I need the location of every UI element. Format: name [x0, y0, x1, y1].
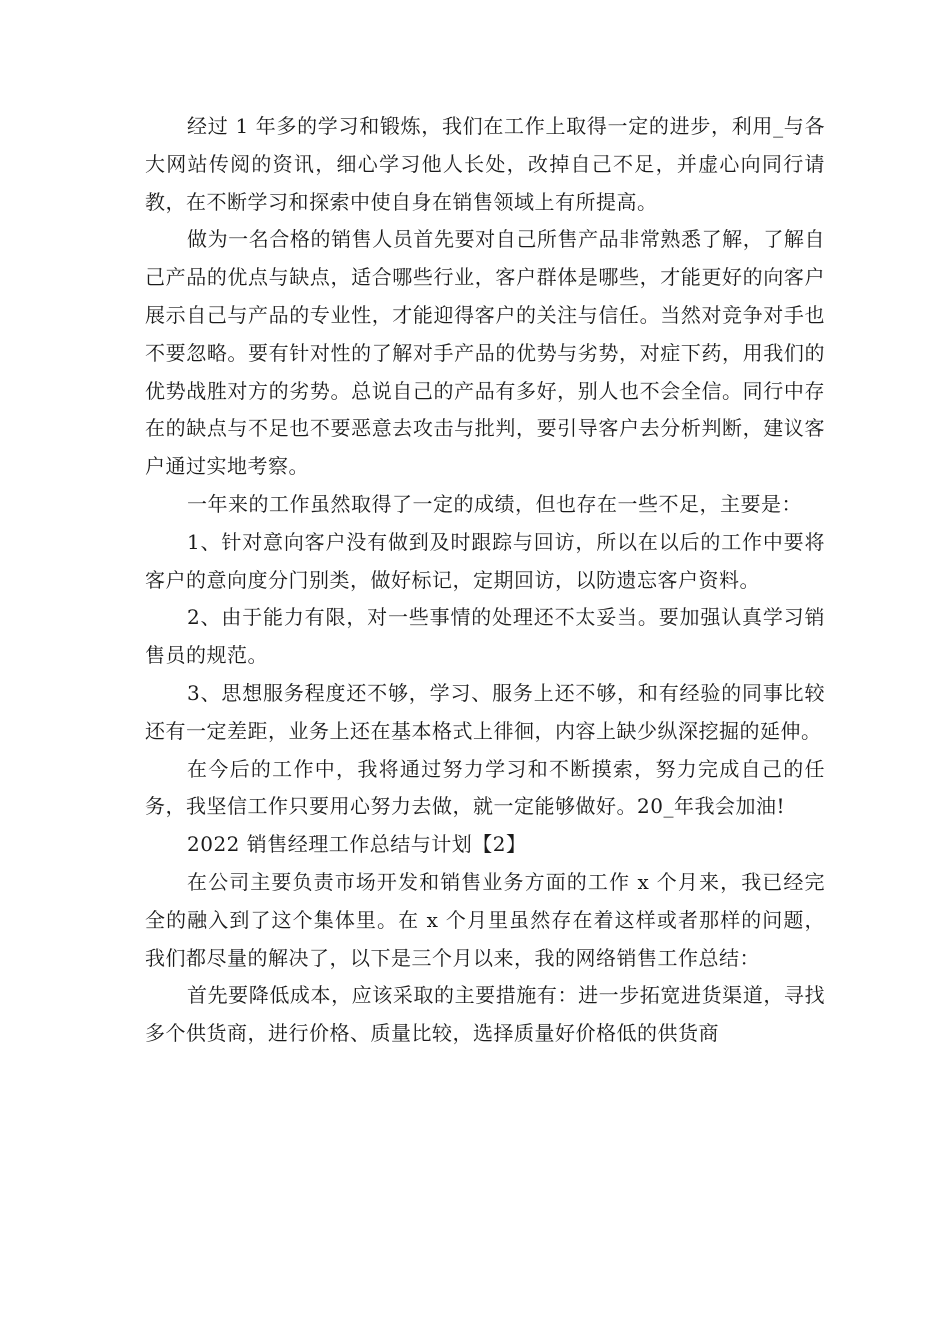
paragraph-intro: 经过 1 年多的学习和锻炼，我们在工作上取得一定的进步，利用_与各大网站传阅的资讯，细心学习他人长处，改掉自己不足，并虚心向同行请教，在不断学习和探索中使自身在销售领域上有所提高。 — [145, 114, 825, 214]
list-item-1: 1、针对意向客户没有做到及时跟踪与回访，所以在以后的工作中要将客户的意向度分门别类，做好标记，定期回访，以防遗忘客户资料。 — [145, 529, 825, 592]
paragraph-product-knowledge: 做为一名合格的销售人员首先要对自己所售产品非常熟悉了解，了解自己产品的优点与缺点，适合哪些行业，客户群体是哪些，才能更好的向客户展示自己与产品的专业性，才能迎得客户的关注与信任。当然对竞争对手也不要忽略。要有针对性的了解对手产品的优势与劣势，对症下药，用我们的优势战胜对方的劣势。总说自己的产品有多好，别人也不会全信。同行中存在的缺点与不足也不要恶意去攻击与批判，要引导客户去分析判断，建议客户通过实地考察。 — [145, 227, 825, 479]
paragraph-reduce-cost: 首先要降低成本，应该采取的主要措施有：进一步拓宽进货渠道，寻找多个供货商，进行价格、质量比较，选择质量好价格低的供货商 — [145, 983, 825, 1046]
document-body — [145, 108, 825, 1053]
list-item-2: 2、由于能力有限，对一些事情的处理还不太妥当。要加强认真学习销售员的规范。 — [145, 605, 825, 668]
paragraph-section-intro: 在公司主要负责市场开发和销售业务方面的工作 x 个月来，我已经完全的融入到了这个集体里。在 x 个月里虽然存在着这样或者那样的问题，我们都尽量的解决了，以下是三个月以来，我的网络销售工作总结： — [145, 869, 825, 970]
paragraph-future: 在今后的工作中，我将通过努力学习和不断摸索，努力完成自己的任务，我坚信工作只要用心努力去做，就一定能够做好。20_年我会加油! — [145, 756, 825, 819]
paragraph-shortcomings-intro: 一年来的工作虽然取得了一定的成绩，但也存在一些不足，主要是： — [187, 491, 802, 516]
list-item-3: 3、思想服务程度还不够，学习、服务上还不够，和有经验的同事比较还有一定差距，业务上还在基本格式上徘徊，内容上缺少纵深挖掘的延伸。 — [145, 680, 825, 743]
section-heading: 2022 销售经理工作总结与计划【2】 — [187, 832, 527, 857]
